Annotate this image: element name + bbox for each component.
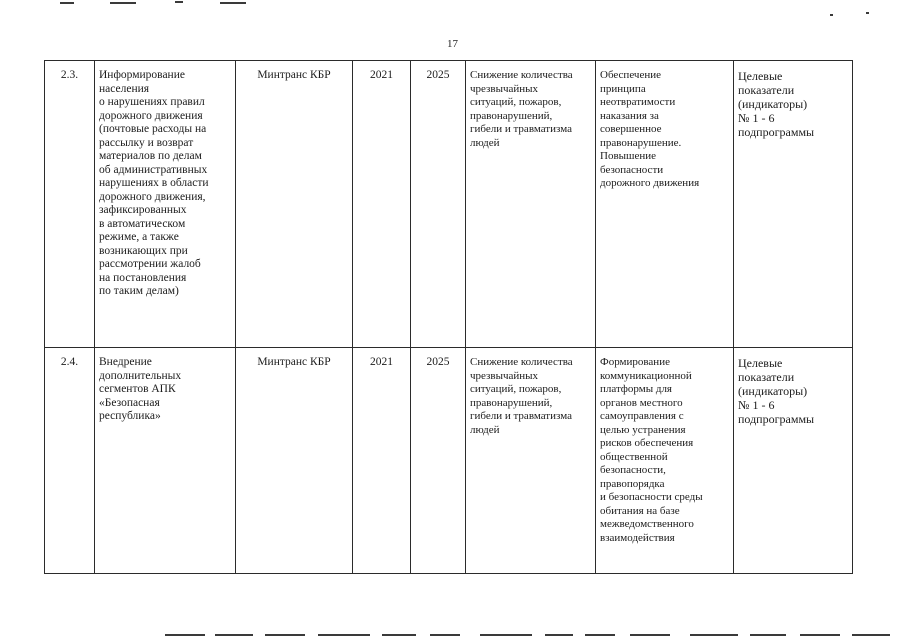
scan-artifact (265, 634, 305, 636)
target-indicators: Целевые показатели (индикаторы) № 1 - 6 подпрограммы (734, 61, 853, 348)
expected-effect: Обеспечение принципа неотвратимости наказания за совершенное правонарушение. Повышение безопасности дорожного движения (596, 61, 734, 348)
expected-result: Снижение количества чрезвычайных ситуаций, пожаров, правонарушений, гибели и травматизма людей (466, 348, 596, 574)
scan-artifact (60, 2, 74, 4)
scan-artifact (220, 2, 246, 4)
expected-effect: Формирование коммуникационной платформы для органов местного самоуправления с целью устранения рисков обеспечения общественной безопасности, правопорядка и безопасности среды обитания на базе межведомственного взаимодействия (596, 348, 734, 574)
year-start: 2021 (353, 348, 411, 574)
table-row (45, 61, 853, 348)
page-number: 17 (447, 38, 458, 50)
measure-name: Информирование населения о нарушениях правил дорожного движения (почтовые расходы на рассылку и возврат материалов по делам об административных нарушениях в области дорожного движения, зафиксированных в автоматическом режиме, а также возникающих при рассмотрении жалоб на постановления по таким делам) (95, 61, 236, 348)
measure-name: Внедрение дополнительных сегментов АПК «Безопасная республика» (95, 348, 236, 574)
measures-table (44, 60, 853, 574)
scan-artifact (690, 634, 738, 636)
year-end: 2025 (411, 61, 466, 348)
scan-artifact (430, 634, 460, 636)
target-indicators: Целевые показатели (индикаторы) № 1 - 6 подпрограммы (734, 348, 853, 574)
scan-artifact (750, 634, 786, 636)
year-end: 2025 (411, 348, 466, 574)
scan-artifact (318, 634, 370, 636)
scan-artifact (800, 634, 840, 636)
scan-artifact (545, 634, 573, 636)
scan-artifact (215, 634, 253, 636)
scan-artifact (165, 634, 205, 636)
expected-result: Снижение количества чрезвычайных ситуаций, пожаров, правонарушений, гибели и травматизма людей (466, 61, 596, 348)
scan-artifact (830, 14, 833, 16)
scan-artifact (175, 1, 183, 3)
table-row (45, 348, 853, 574)
scan-artifact (852, 634, 890, 636)
year-start: 2021 (353, 61, 411, 348)
executor: Минтранс КБР (236, 61, 353, 348)
scan-artifact (866, 12, 869, 14)
scan-artifact (585, 634, 615, 636)
scan-artifact (382, 634, 416, 636)
scan-artifact (630, 634, 670, 636)
executor: Минтранс КБР (236, 348, 353, 574)
row-number: 2.3. (45, 61, 95, 348)
scan-artifact (110, 2, 136, 4)
scan-artifact (480, 634, 532, 636)
row-number: 2.4. (45, 348, 95, 574)
